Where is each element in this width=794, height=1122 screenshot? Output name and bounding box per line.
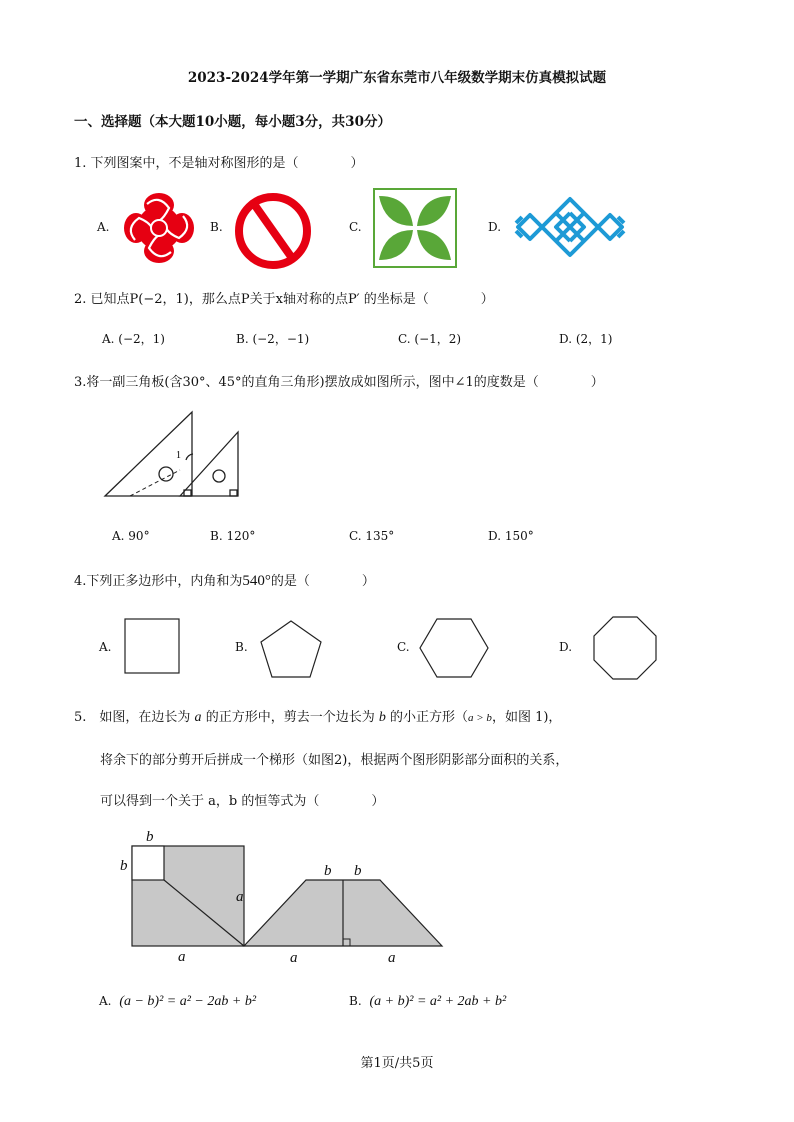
q1-stem: 1. 下列图案中，不是轴对称图形的是（ ） <box>74 156 364 171</box>
q4-option-d-label: D. <box>559 640 573 654</box>
fig2-top-label-1: b <box>324 863 332 879</box>
fig1-right-label: a <box>236 889 244 905</box>
q5-line-3: 可以得到一个关于 a，b 的恒等式为（ ） <box>100 794 385 809</box>
q1-option-b-label: B. <box>210 220 223 234</box>
fig1-top-label: b <box>146 829 154 845</box>
q5-option-b <box>349 994 506 1010</box>
q2-option-b: B. (−2，−1) <box>236 332 310 346</box>
q5-line-2: 将余下的部分剪开后拼成一个梯形（如图2)，根据两个图形阴影部分面积的关系， <box>100 753 569 768</box>
set-squares-diagram <box>100 408 245 503</box>
q4-stem-value: 540° <box>242 573 271 589</box>
q5-text: ，如图 1)， <box>491 710 562 725</box>
var-a: a <box>194 710 202 725</box>
octagon-shape <box>593 616 657 680</box>
square-shape <box>124 618 180 674</box>
q1-option-a-label: A. <box>97 220 110 234</box>
pentagon-shape <box>259 619 323 679</box>
q3-option-c: C. 135° <box>349 529 395 543</box>
q5-option-b-formula: (a + b)² = a² + 2ab + b² <box>369 994 507 1009</box>
q4-stem-pre: 4.下列正多边形中，内角和为 <box>74 574 243 589</box>
green-leaves-icon <box>373 188 457 268</box>
q5-text: 5. 如图，在边长为 <box>74 710 191 725</box>
page-title: 2023-2024学年第一学期广东省东莞市八年级数学期末仿真模拟试题 <box>187 70 607 86</box>
hexagon-shape <box>419 617 489 679</box>
q5-text: 的正方形中，剪去一个边长为 <box>205 710 375 725</box>
figure-1-square <box>112 826 257 968</box>
q2-option-c: C. (−1，2) <box>398 332 462 346</box>
q5-line-1 <box>74 706 561 726</box>
q4-stem-post: 的是（ ） <box>270 574 375 589</box>
q2-option-a: A. (−2，1) <box>102 332 165 346</box>
q5-option-a-formula: (a − b)² = a² − 2ab + b² <box>119 994 257 1009</box>
fig2-bottom-label-1: a <box>290 950 298 966</box>
q4-stem <box>74 570 375 590</box>
fig1-left-label: b <box>120 858 128 874</box>
q2-stem: 2. 已知点P(−2，1)，那么点P关于x轴对称的点P′ 的坐标是（ ） <box>74 292 494 307</box>
q1-option-c-label: C. <box>349 220 362 234</box>
var-b: b <box>378 710 386 725</box>
fig1-bottom-label: a <box>178 949 186 965</box>
q3-option-d: D. 150° <box>488 529 534 543</box>
endless-knot-icon <box>512 195 628 259</box>
q4-option-a-label: A. <box>99 640 112 654</box>
angle-1-label: 1 <box>176 450 181 461</box>
q1-option-d-label: D. <box>488 220 502 234</box>
red-flower-icon <box>117 188 201 268</box>
q5-text: 的小正方形（ <box>389 710 468 725</box>
q5-option-b-label: B. <box>349 994 362 1008</box>
q3-option-a: A. 90° <box>112 529 150 543</box>
figure-2-trapezoid <box>240 858 450 968</box>
prohibition-sign-icon <box>233 191 313 271</box>
q3-stem: 3.将一副三角板(含30°、45°的直角三角形)摆放成如图所示，图中∠1的度数是（ ） <box>74 375 604 390</box>
fig2-top-label-2: b <box>354 863 362 879</box>
condition: a > b <box>468 712 492 724</box>
q4-option-b-label: B. <box>235 640 248 654</box>
fig2-bottom-label-2: a <box>388 950 396 966</box>
q2-option-d: D. (2，1) <box>559 332 613 346</box>
q4-option-c-label: C. <box>397 640 410 654</box>
q5-option-a-label: A. <box>99 994 112 1008</box>
section-heading: 一、选择题（本大题10小题，每小题3分，共30分） <box>74 114 391 130</box>
page-number: 第1页/共5页 <box>360 1056 434 1071</box>
q3-option-b: B. 120° <box>210 529 256 543</box>
q5-option-a <box>99 994 256 1010</box>
